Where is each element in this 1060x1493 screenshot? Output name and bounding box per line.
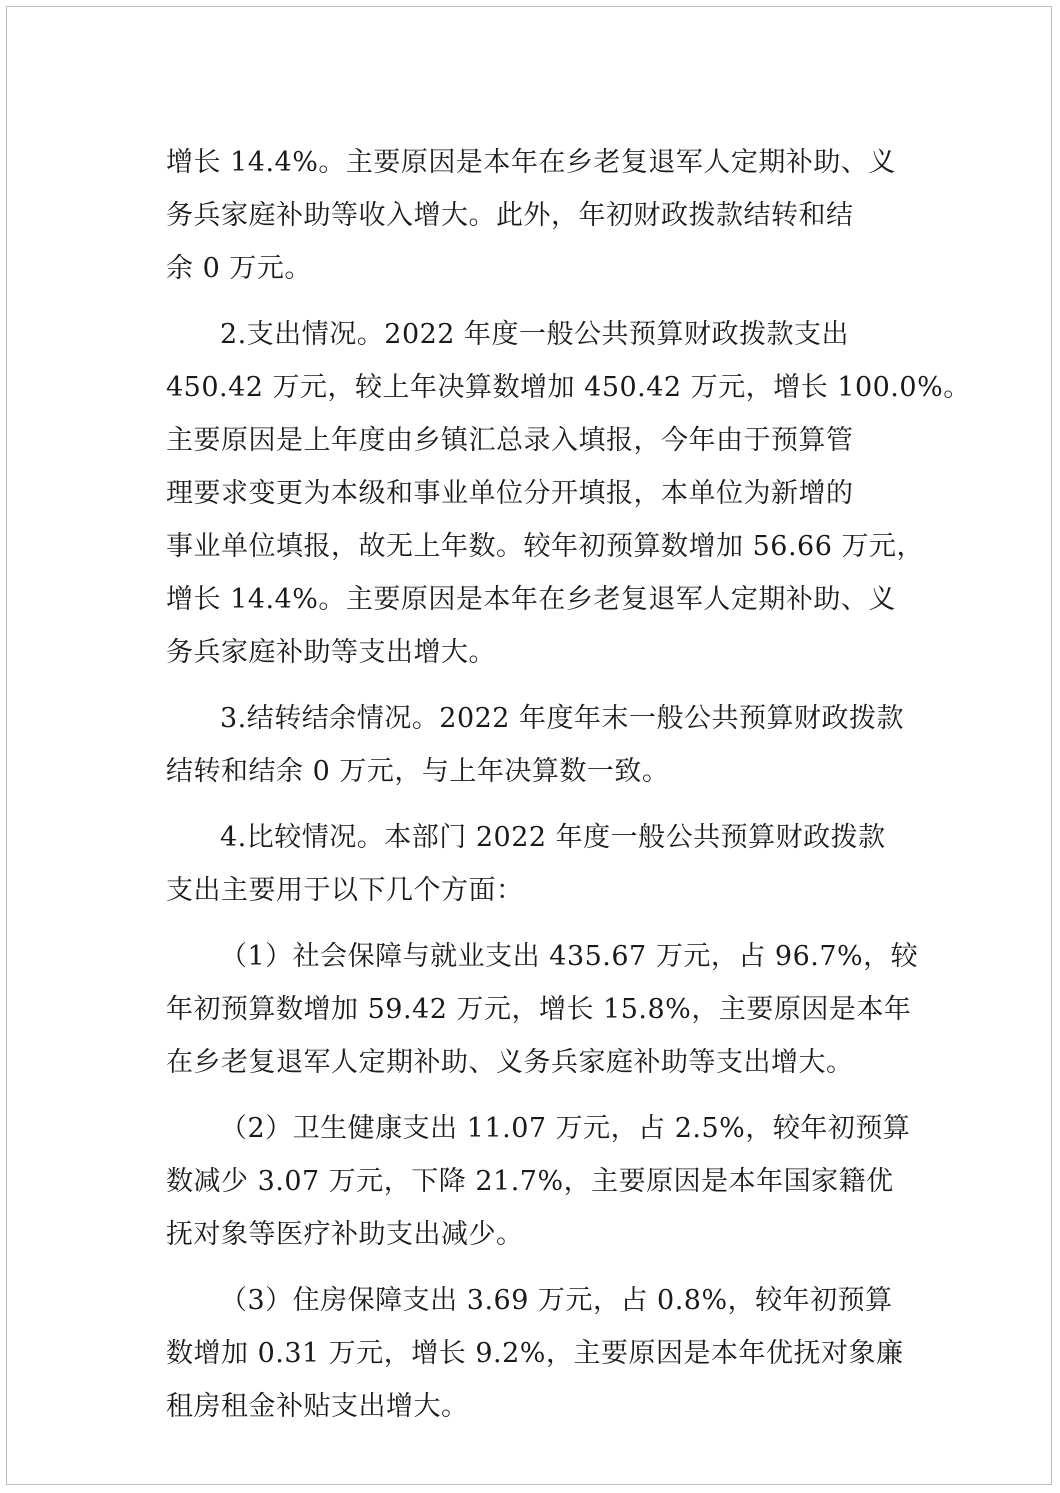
- text-line: 数减少 3.07 万元，下降 21.7%，主要原因是本年国家籍优: [166, 1166, 894, 1197]
- document-body: [166, 136, 971, 1446]
- text-line: 主要原因是上年度由乡镇汇总录入填报，今年由于预算管: [166, 425, 854, 456]
- paragraph-housing: [166, 1274, 926, 1433]
- text-line: 4.比较情况。本部门 2022 年度一般公共预算财政拨款: [220, 822, 886, 853]
- paragraph-income-continuation: [166, 136, 926, 295]
- text-line: 增长 14.4%。主要原因是本年在乡老复退军人定期补助、义: [166, 584, 896, 615]
- text-line: 结转和结余 0 万元，与上年决算数一致。: [166, 756, 670, 787]
- paragraph-health: [166, 1102, 926, 1261]
- text-line: （1）社会保障与就业支出 435.67 万元，占 96.7%，较: [220, 941, 919, 972]
- text-line: 支出主要用于以下几个方面：: [166, 875, 524, 906]
- text-line: 年初预算数增加 59.42 万元，增长 15.8%，主要原因是本年: [166, 994, 912, 1025]
- text-line: 在乡老复退军人定期补助、义务兵家庭补助等支出增大。: [166, 1047, 854, 1078]
- text-line: 3.结转结余情况。2022 年度年末一般公共预算财政拨款: [220, 703, 905, 734]
- text-line: 事业单位填报，故无上年数。较年初预算数增加 56.66 万元，: [166, 531, 924, 562]
- text-line: 理要求变更为本级和事业单位分开填报，本单位为新增的: [166, 478, 854, 509]
- text-line: 余 0 万元。: [166, 253, 312, 284]
- text-line: 增长 14.4%。主要原因是本年在乡老复退军人定期补助、义: [166, 147, 896, 178]
- paragraph-comparison: [166, 811, 926, 917]
- text-line: 抚对象等医疗补助支出减少。: [166, 1219, 524, 1250]
- text-line: 务兵家庭补助等支出增大。: [166, 637, 496, 668]
- text-line: 务兵家庭补助等收入增大。此外，年初财政拨款结转和结: [166, 200, 854, 231]
- paragraph-social-security: [166, 930, 926, 1089]
- text-line: 450.42 万元，较上年决算数增加 450.42 万元，增长 100.0%。: [166, 372, 971, 403]
- text-line: （3）住房保障支出 3.69 万元，占 0.8%，较年初预算: [220, 1285, 893, 1316]
- text-line: 数增加 0.31 万元，增长 9.2%，主要原因是本年优抚对象廉: [166, 1338, 904, 1369]
- paragraph-carryover: [166, 692, 926, 798]
- text-line: （2）卫生健康支出 11.07 万元，占 2.5%，较年初预算: [220, 1113, 911, 1144]
- text-line: 2.支出情况。2022 年度一般公共预算财政拨款支出: [220, 319, 850, 350]
- paragraph-expenditure: [166, 308, 971, 679]
- text-line: 租房租金补贴支出增大。: [166, 1391, 469, 1422]
